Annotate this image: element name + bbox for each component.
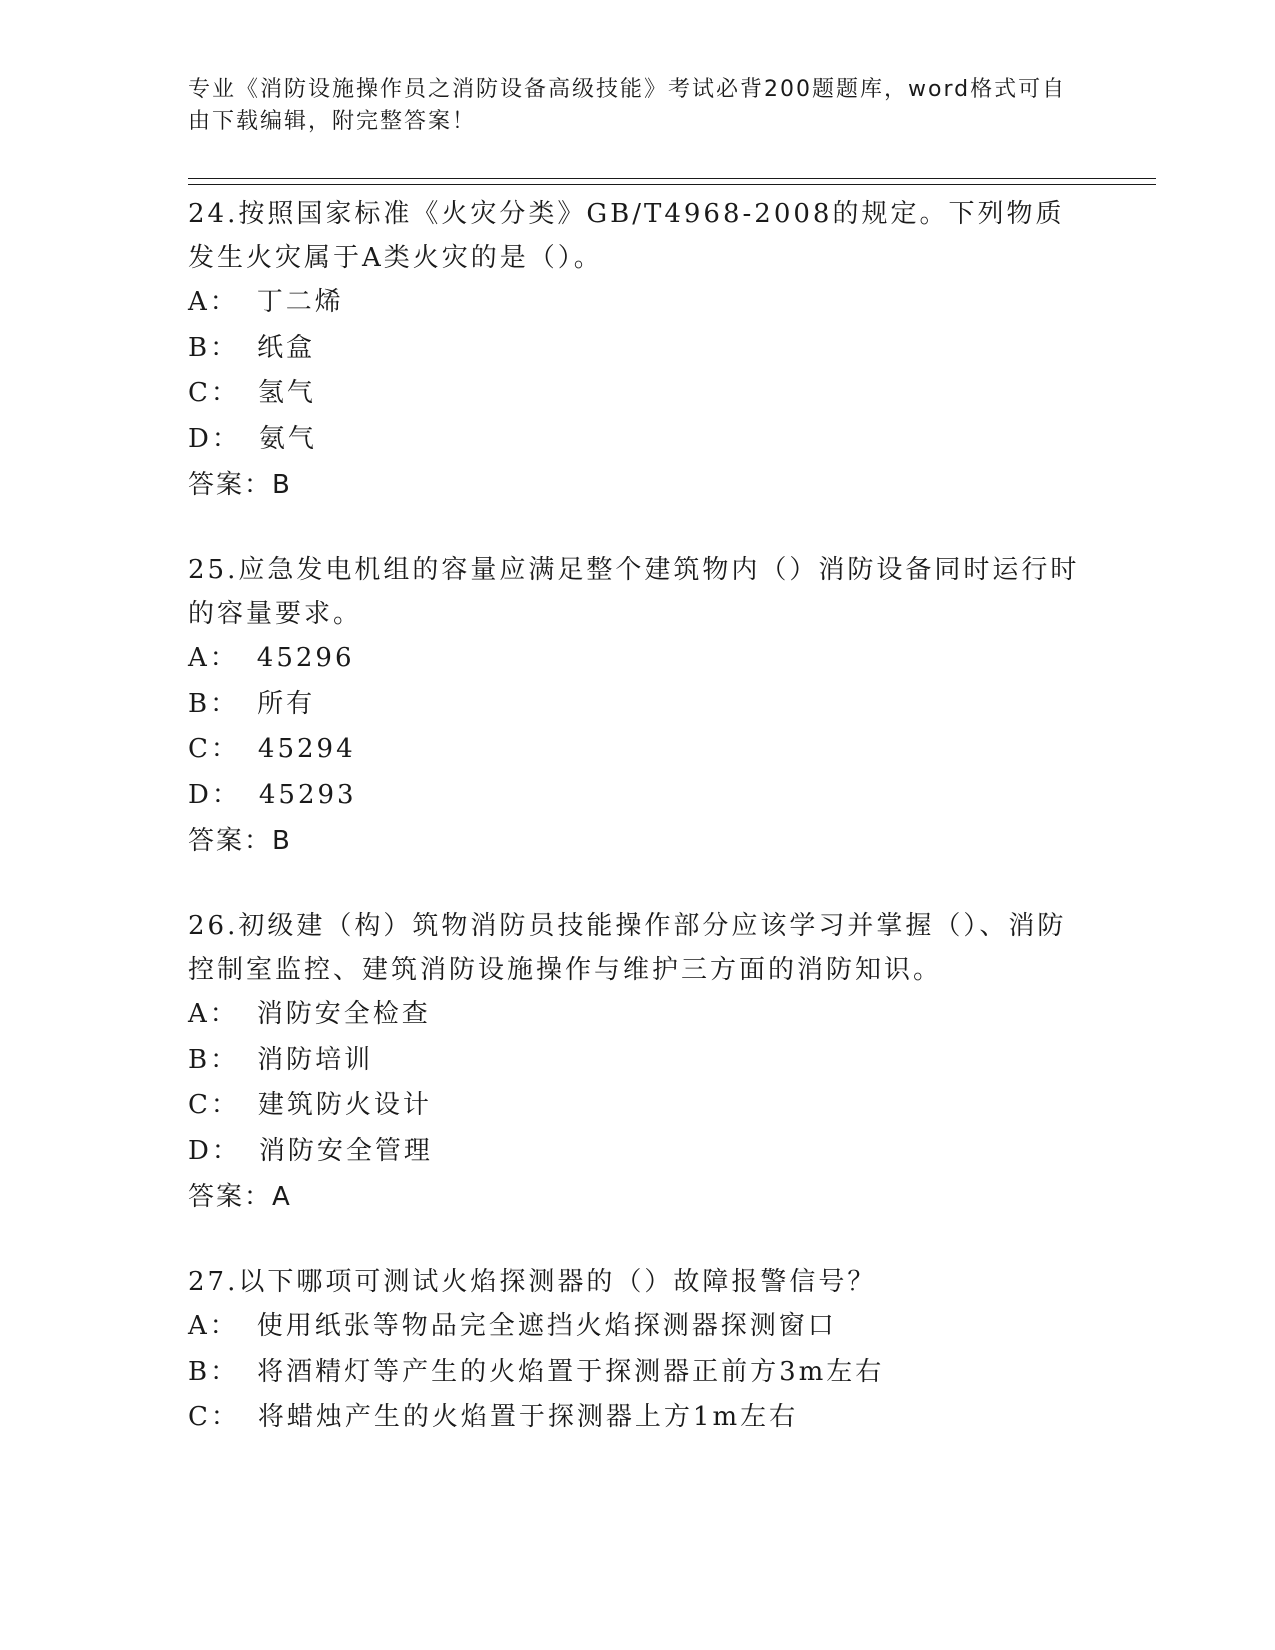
question-24 (188, 192, 1088, 508)
option-letter: D： (188, 423, 241, 454)
option-b (188, 1038, 1088, 1084)
question-list (188, 192, 1088, 1481)
option-letter: A： (188, 999, 239, 1029)
option-letter: A： (188, 1311, 239, 1341)
option-c (188, 727, 1088, 773)
answer-line: 答案：A (188, 1182, 292, 1212)
option-letter: D： (188, 1135, 241, 1166)
option-letter: B： (188, 332, 240, 363)
option-letter: C： (188, 1090, 240, 1120)
option-c (188, 371, 1088, 417)
question-stem: 25.应急发电机组的容量应满足整个建筑物内（）消防设备同时运行时的容量要求。 (188, 555, 1080, 629)
option-b (188, 1350, 1088, 1396)
option-text: 45293 (258, 779, 357, 810)
option-text: 将酒精灯等产生的火焰置于探测器正前方3m左右 (257, 1356, 885, 1387)
question-26 (188, 904, 1088, 1220)
option-text: 氢气 (257, 378, 316, 408)
question-27 (188, 1260, 1088, 1441)
option-c (188, 1083, 1088, 1129)
option-letter: A： (188, 287, 239, 317)
option-text: 使用纸张等物品完全遮挡火焰探测器探测窗口 (256, 1311, 837, 1341)
question-stem: 26.初级建（构）筑物消防员技能操作部分应该学习并掌握（）、消防控制室监控、建筑消防设施操作与维护三方面的消防知识。 (188, 911, 1067, 985)
option-a (188, 1304, 1088, 1350)
option-d (188, 1129, 1088, 1175)
question-stem: 24.按照国家标准《火灾分类》GB/T4968-2008的规定。下列物质发生火灾属于A类火灾的是（）。 (188, 199, 1065, 273)
option-text: 建筑防火设计 (257, 1090, 432, 1120)
option-text: 45296 (256, 643, 355, 673)
option-letter: A： (188, 643, 239, 673)
option-a (188, 280, 1088, 326)
question-stem: 27.以下哪项可测试火焰探测器的（）故障报警信号？ (188, 1267, 877, 1297)
option-c (188, 1395, 1088, 1441)
option-d (188, 417, 1088, 463)
document-header: 专业《消防设施操作员之消防设备高级技能》考试必背200题题库，word格式可自由下载编辑，附完整答案！ (188, 77, 1067, 134)
header-divider-bottom (188, 184, 1156, 185)
header-divider-top (188, 178, 1156, 179)
option-text: 纸盒 (257, 332, 316, 363)
option-b (188, 682, 1088, 728)
option-text: 45294 (257, 734, 356, 764)
option-letter: B： (188, 1356, 240, 1387)
option-letter: C： (188, 734, 240, 764)
option-a (188, 636, 1088, 682)
option-text: 消防安全检查 (256, 999, 431, 1029)
question-25 (188, 548, 1088, 864)
option-letter: D： (188, 779, 241, 810)
option-text: 消防培训 (257, 1044, 374, 1075)
option-a (188, 992, 1088, 1038)
answer-line: 答案：B (188, 826, 292, 856)
option-b (188, 326, 1088, 372)
option-text: 将蜡烛产生的火焰置于探测器上方1m左右 (257, 1402, 799, 1432)
option-text: 所有 (257, 688, 316, 719)
option-d (188, 773, 1088, 819)
answer-line: 答案：B (188, 470, 292, 500)
option-letter: B： (188, 1044, 240, 1075)
option-text: 氨气 (258, 423, 317, 454)
option-letter: C： (188, 378, 240, 408)
option-text: 消防安全管理 (258, 1135, 433, 1166)
option-letter: B： (188, 688, 240, 719)
option-text: 丁二烯 (256, 287, 344, 317)
option-letter: C： (188, 1402, 240, 1432)
